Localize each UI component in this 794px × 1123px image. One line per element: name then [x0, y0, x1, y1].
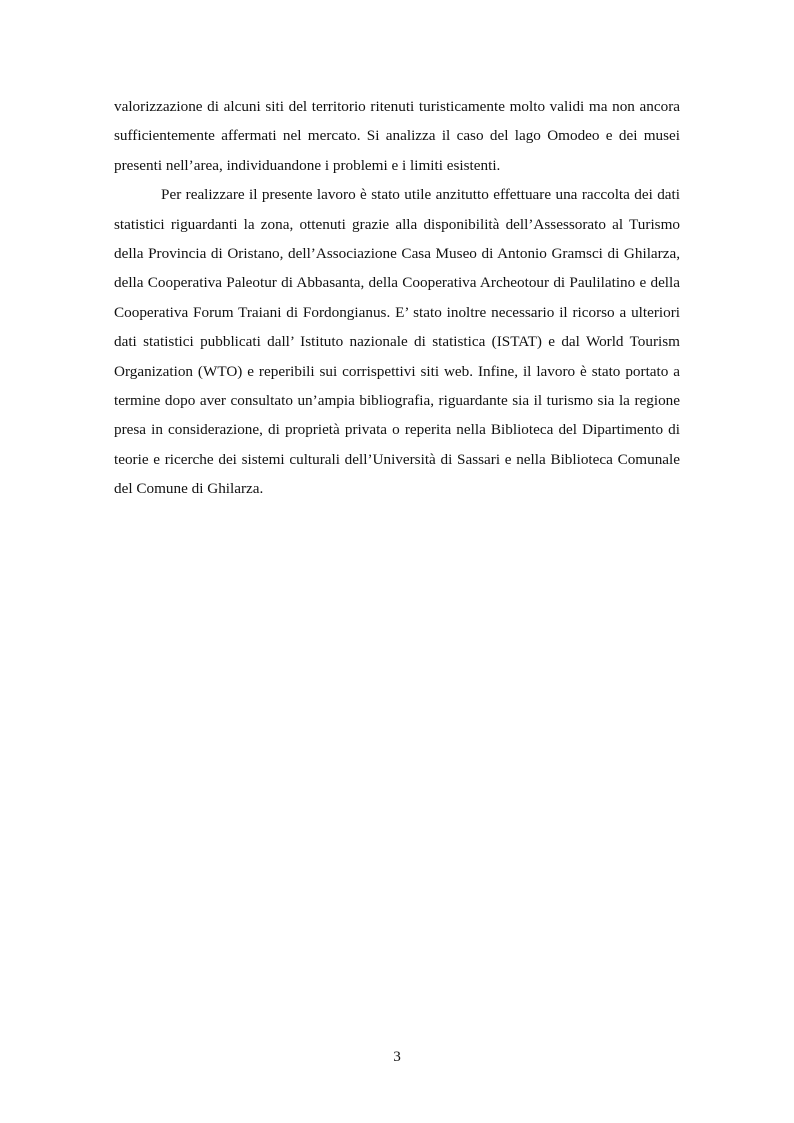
- paragraph-continuation: valorizzazione di alcuni siti del territorio ritenuti turisticamente molto validi ma non ancora sufficientemente affermati nel mercato. Si analizza il caso del lago Omodeo e dei musei presenti nell’area, individuandone i problemi e i limiti esistenti.: [114, 98, 680, 174]
- paragraph-methodology: Per realizzare il presente lavoro è stato utile anzitutto effettuare una raccolta dei dati statistici riguardanti la zona, ottenuti grazie alla disponibilità dell’Assessorato al Turismo della Provincia di Oristano, dell’Associazione Casa Museo di Antonio Gramsci di Ghilarza, della Cooperativa Paleotur di Abbasanta, della Cooperativa Archeotour di Paulilatino e della Cooperativa Forum Traiani di Fordongianus. E’ stato inoltre necessario il ricorso a ulteriori dati statistici pubblicati dall’ Istituto nazionale di statistica (ISTAT) e dal World Tourism Organization (WTO) e reperibili sui corrispettivi siti web. Infine, il lavoro è stato portato a termine dopo aver consultato un’ampia bibliografia, riguardante sia il turismo sia la regione presa in considerazione, di proprietà privata o reperita nella Biblioteca del Dipartimento di teorie e ricerche dei sistemi culturali dell’Università di Sassari e nella Biblioteca Comunale del Comune di Ghilarza.: [114, 186, 680, 498]
- page-number: 3: [393, 1048, 401, 1065]
- body-text: [114, 92, 680, 504]
